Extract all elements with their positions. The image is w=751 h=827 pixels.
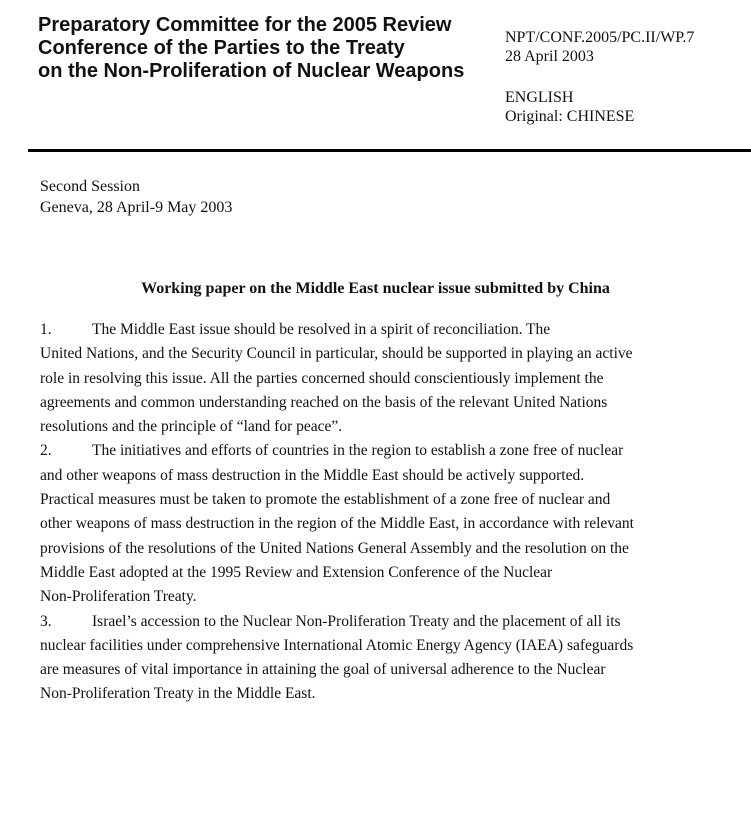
language-block	[505, 88, 745, 126]
paragraph-line: Non-Proliferation Treaty in the Middle East.	[40, 685, 316, 703]
paragraph-line: agreements and common understanding reached on the basis of the relevant United Nations	[40, 393, 608, 411]
body-text	[40, 318, 730, 707]
paragraph-number: 3.	[40, 612, 52, 630]
paragraph-line	[40, 439, 730, 463]
paragraph-line-text: The Middle East issue should be resolved in a spirit of reconciliation. The	[92, 321, 551, 338]
session-info	[40, 176, 232, 218]
paragraph-line: nuclear facilities under comprehensive International Atomic Energy Agency (IAEA) safeguards	[40, 636, 634, 654]
paragraph-1	[40, 318, 730, 439]
paragraph-line-text: Israel’s accession to the Nuclear Non-Proliferation Treaty and the placement of all its	[92, 612, 621, 630]
paper-title: Working paper on the Middle East nuclear issue submitted by China	[141, 280, 610, 297]
paragraph-line: Non-Proliferation Treaty.	[40, 588, 197, 606]
paragraph-line-text: The initiatives and efforts of countries in the region to establish a zone free of nuclear	[92, 442, 624, 460]
session-name: Second Session	[40, 178, 140, 195]
paragraph-2	[40, 439, 730, 609]
session-place-dates: Geneva, 28 April-9 May 2003	[40, 199, 233, 216]
paragraph-3	[40, 610, 730, 707]
paragraph-line: role in resolving this issue. All the parties concerned should conscientiously implement the	[40, 369, 604, 387]
paragraph-line: Practical measures must be taken to promote the establishment of a zone free of nuclear and	[40, 491, 611, 509]
header-divider	[28, 149, 751, 152]
document-date: 28 April 2003	[505, 48, 594, 65]
paragraph-line: United Nations, and the Security Council in particular, should be supported in playing an active	[40, 345, 633, 363]
paragraph-line: other weapons of mass destruction in the region of the Middle East, in accordance with relevant	[40, 515, 634, 533]
document-symbol: NPT/CONF.2005/PC.II/WP.7	[505, 29, 695, 46]
committee-title: Preparatory Committee for the 2005 Review Conference of the Parties to the Treaty on the Non-Proliferation of Nuclear Weapons	[38, 14, 465, 82]
paragraph-line	[40, 610, 730, 634]
paragraph-number: 2.	[40, 442, 52, 460]
paragraph-line: provisions of the resolutions of the United Nations General Assembly and the resolution on the	[40, 539, 629, 557]
paragraph-line: are measures of vital importance in attaining the goal of universal adherence to the Nuclear	[40, 661, 606, 679]
paragraph-line: resolutions and the principle of “land for peace”.	[40, 418, 343, 436]
paragraph-number: 1.	[40, 321, 52, 338]
original-language: Original: CHINESE	[505, 108, 635, 125]
paragraph-line	[40, 318, 730, 342]
paragraph-line: and other weapons of mass destruction in the Middle East should be actively supported.	[40, 466, 585, 484]
document-language: ENGLISH	[505, 89, 574, 106]
paragraph-line: Middle East adopted at the 1995 Review and Extension Conference of the Nuclear	[40, 563, 553, 581]
document-meta	[505, 28, 745, 126]
